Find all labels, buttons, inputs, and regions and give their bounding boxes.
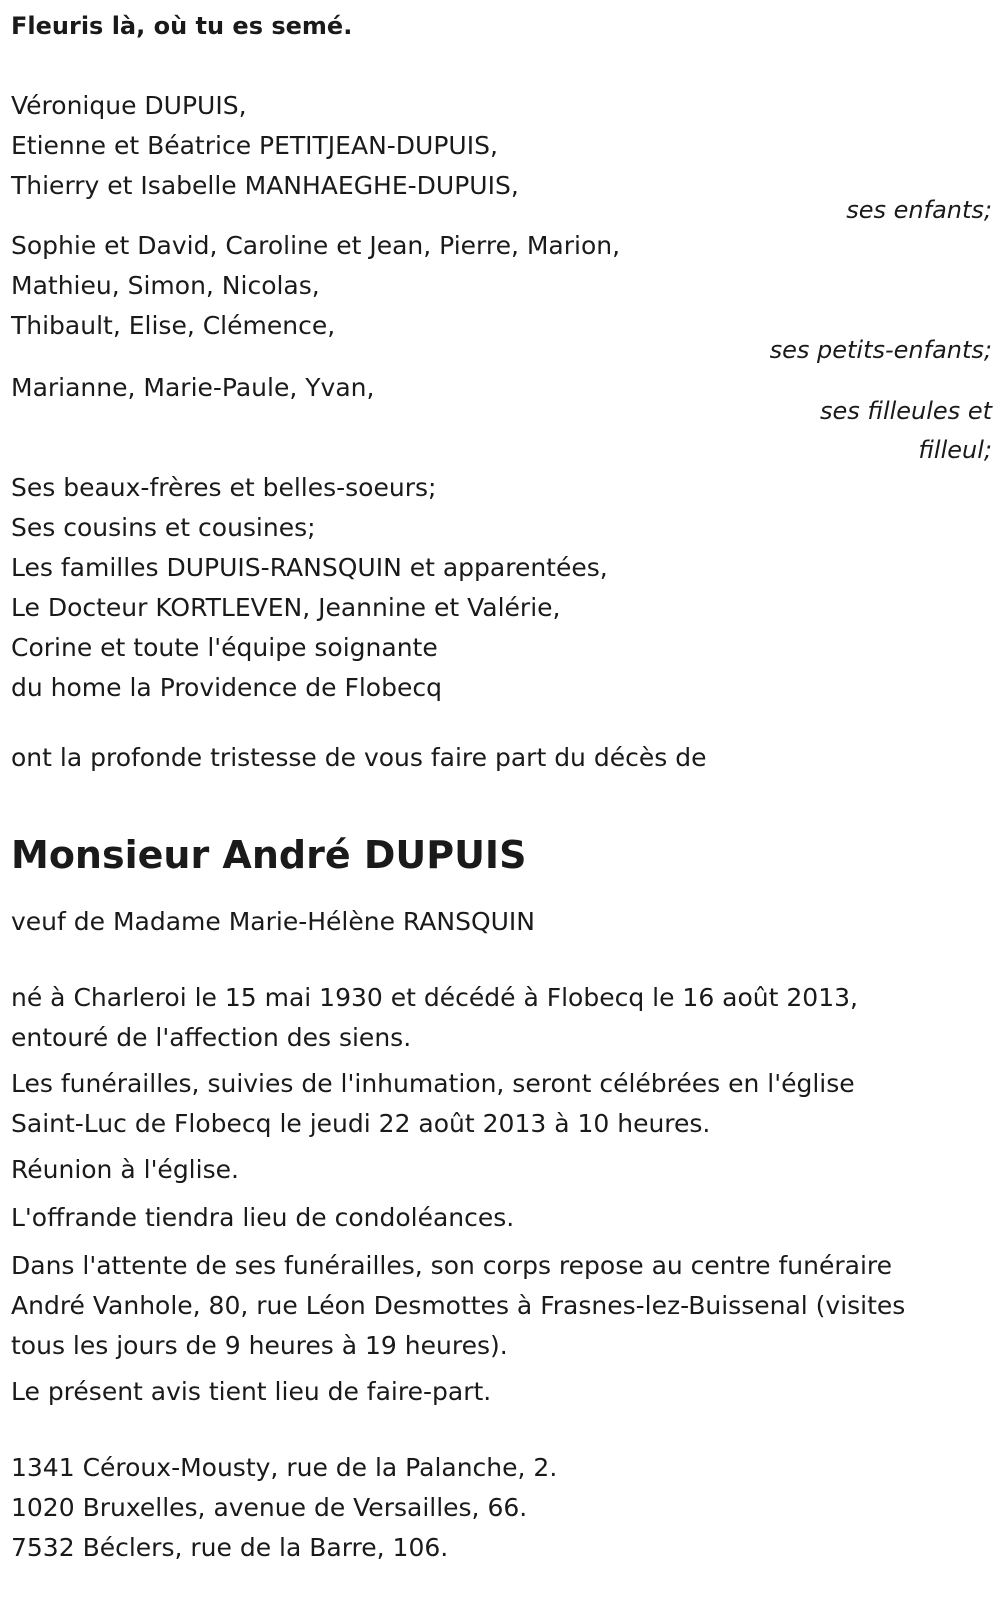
grandchild-name: Thibault, Elise, Clémence,	[11, 311, 336, 340]
epigraph: Fleuris là, où tu es semé.	[11, 12, 353, 40]
relative-line: Ses beaux-frères et belles-soeurs;	[11, 473, 437, 502]
child-name: Véronique DUPUIS,	[11, 91, 247, 120]
rest-line: André Vanhole, 80, rue Léon Desmottes à Frasnes-lez-Buissenal (visites	[11, 1291, 906, 1320]
children-names	[11, 86, 519, 206]
deceased-name: Monsieur André DUPUIS	[11, 833, 527, 877]
address-line: 1341 Céroux-Mousty, rue de la Palanche, 2.	[11, 1453, 558, 1482]
addresses	[11, 1448, 557, 1568]
godchildren-role-line2: filleul;	[918, 436, 992, 464]
born-died-line: né à Charleroi le 15 mai 1930 et décédé à Flobecq le 16 août 2013,	[11, 983, 858, 1012]
address-line: 7532 Béclers, rue de la Barre, 106.	[11, 1533, 449, 1562]
children-role: ses enfants;	[846, 196, 992, 224]
grandchildren-names	[11, 226, 620, 346]
rest-line: Dans l'attente de ses funérailles, son corps repose au centre funéraire	[11, 1251, 893, 1280]
funeral-line: Saint-Luc de Flobecq le jeudi 22 août 2013 à 10 heures.	[11, 1109, 711, 1138]
godchild-name: Marianne, Marie-Paule, Yvan,	[11, 373, 375, 402]
grandchild-name: Sophie et David, Caroline et Jean, Pierre, Marion,	[11, 231, 621, 260]
offering-note: L'offrande tiendra lieu de condoléances.	[11, 1203, 515, 1232]
address-line: 1020 Bruxelles, avenue de Versailles, 66.	[11, 1493, 528, 1522]
born-died	[11, 978, 858, 1058]
relative-line: Ses cousins et cousines;	[11, 513, 316, 542]
rest-line: tous les jours de 9 heures à 19 heures).	[11, 1331, 508, 1360]
child-name: Etienne et Béatrice PETITJEAN-DUPUIS,	[11, 131, 498, 160]
born-died-line: entouré de l'affection des siens.	[11, 1023, 412, 1052]
relative-line: Corine et toute l'équipe soignante	[11, 633, 438, 662]
godchildren-names	[11, 368, 374, 408]
announcement: ont la profonde tristesse de vous faire part du décès de	[11, 743, 707, 772]
relative-line: du home la Providence de Flobecq	[11, 673, 442, 702]
child-name: Thierry et Isabelle MANHAEGHE-DUPUIS,	[11, 171, 519, 200]
rest-details	[11, 1246, 905, 1366]
funeral-details	[11, 1064, 855, 1144]
other-relatives	[11, 468, 608, 708]
notice-line: Le présent avis tient lieu de faire-part.	[11, 1377, 492, 1406]
relative-line: Le Docteur KORTLEVEN, Jeannine et Valérie,	[11, 593, 561, 622]
meeting-note: Réunion à l'église.	[11, 1155, 239, 1184]
grandchildren-role: ses petits-enfants;	[769, 336, 992, 364]
spouse-line: veuf de Madame Marie-Hélène RANSQUIN	[11, 907, 535, 936]
relative-line: Les familles DUPUIS-RANSQUIN et apparentées,	[11, 553, 608, 582]
funeral-line: Les funérailles, suivies de l'inhumation, seront célébrées en l'église	[11, 1069, 855, 1098]
godchildren-role-line1: ses filleules et	[820, 397, 992, 425]
grandchild-name: Mathieu, Simon, Nicolas,	[11, 271, 320, 300]
